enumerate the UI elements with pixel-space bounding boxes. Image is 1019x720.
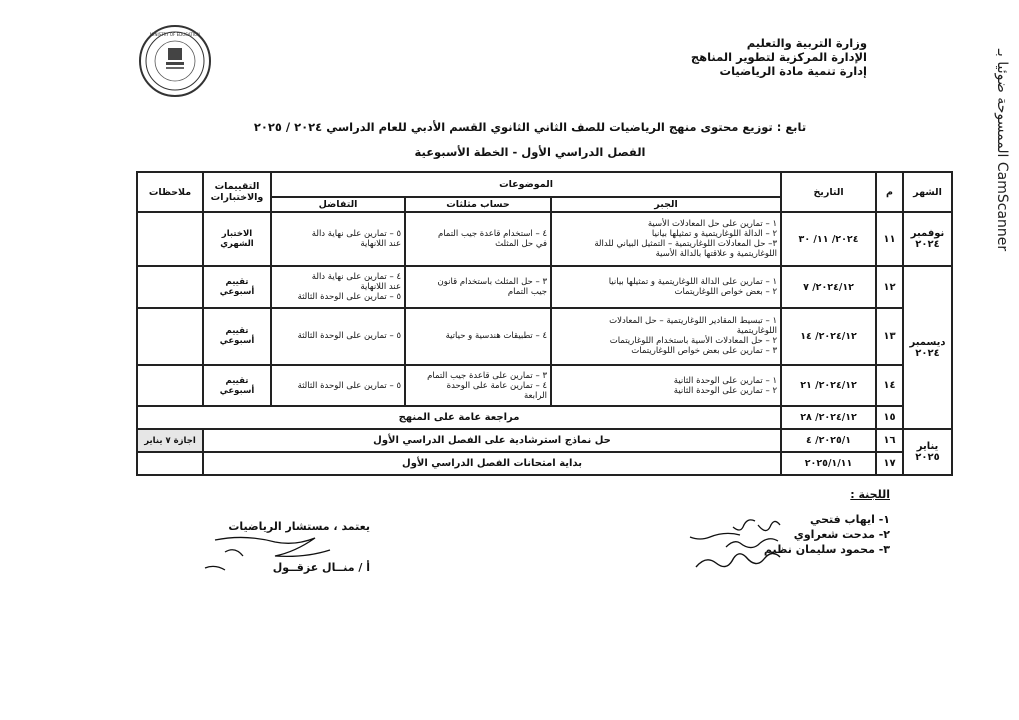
- approver-signature: [195, 530, 375, 575]
- assessment-cell: تقييم أسبوعي: [203, 266, 271, 308]
- topic-line: في حل المثلث: [495, 239, 548, 250]
- holiday-note: اجازة ٧ يناير: [137, 429, 203, 452]
- notes-cell: [137, 308, 203, 365]
- month-december: ديسمبر ٢٠٢٤: [903, 266, 952, 429]
- header-algebra: الجبر: [551, 197, 781, 213]
- calculus-cell: [271, 266, 405, 308]
- algebra-cell: [551, 308, 781, 365]
- topic-line: ١ – تبسيط المقادير اللوغاريتمية – حل المعادلات: [609, 316, 778, 327]
- week-number: ١٧: [876, 452, 903, 475]
- week-number: ١٤: [876, 365, 903, 407]
- week-number: ١٢: [876, 266, 903, 308]
- topic-line: جيب التمام: [507, 287, 548, 298]
- model-exams-text: حل نماذج استرشادية على الفصل الدراسي الأول: [203, 429, 781, 452]
- notes-cell: [137, 452, 203, 475]
- topic-line: ١ – تمارين على حل المعادلات الأسية: [647, 219, 778, 230]
- calculus-cell: [271, 308, 405, 365]
- week-number: ١١: [876, 212, 903, 266]
- calculus-cell: [271, 365, 405, 407]
- week-date: ٢٠٢٤/١٢/ ٢٨: [781, 406, 876, 429]
- topic-line: ٤ – تمارين على نهاية دالة: [311, 272, 402, 283]
- month-january: يناير ٢٠٢٥: [903, 429, 952, 475]
- committee-signatures: [680, 505, 790, 575]
- committee-member: ٣- محمود سليمان نظيم: [763, 543, 890, 556]
- trig-cell: [405, 266, 551, 308]
- weekly-plan-table: [136, 171, 953, 476]
- topic-line: ٢ – الدالة اللوغاريتمية و تمثيلها بيانيا: [651, 229, 778, 240]
- header-assessments: التقييمات والاختبارات: [203, 172, 271, 212]
- assessment-cell: تقييم أسبوعي: [203, 308, 271, 365]
- assessment-cell: تقييم أسبوعي: [203, 365, 271, 407]
- calculus-cell: [271, 212, 405, 266]
- trig-cell: [405, 308, 551, 365]
- ministry-header: [507, 36, 867, 78]
- notes-cell: [137, 365, 203, 407]
- review-text: مراجعة عامة على المنهج: [137, 406, 781, 429]
- exams-start-text: بداية امتحانات الفصل الدراسي الأول: [203, 452, 781, 475]
- camscanner-watermark: [974, 35, 1014, 265]
- header-month: الشهر: [903, 172, 952, 212]
- header-topics: الموضوعات: [271, 172, 781, 197]
- topic-line: ٤ – تطبيقات هندسية و حياتية: [445, 331, 548, 342]
- approver-name: أ / منــال عزقــول: [272, 561, 370, 574]
- topic-line: ٤ – تمارين عامة على الوحدة: [446, 380, 548, 391]
- header-week: م: [876, 172, 903, 212]
- topic-line: ٢ – بعض خواص اللوغاريتمات: [674, 287, 778, 298]
- committee-member: ٢- مدحت شعراوي: [793, 528, 890, 541]
- document-title: تابع : توزيع محتوى منهج الرياضيات للصف الثاني الثانوي القسم الأدبي للعام الدراسي ٢٠٢٤ / ٢٠٢٥: [253, 120, 807, 134]
- week-date: ٢٠٢٤/ ١١/ ٣٠: [781, 212, 876, 266]
- topic-line: ٢ – حل المعادلات الأسية باستخدام اللوغاريتمات: [609, 336, 778, 347]
- department-name: الإدارة المركزية لتطوير المناهج: [690, 50, 867, 64]
- topic-line: الرابعة: [523, 390, 548, 401]
- topic-line: ٥ – تمارين على الوحدة الثالثة: [297, 380, 402, 391]
- table-row: [137, 266, 952, 308]
- ministry-seal-logo: [138, 24, 212, 98]
- topic-line: ٥ – تمارين على نهاية دالة: [311, 229, 402, 240]
- header-date: التاريخ: [781, 172, 876, 212]
- header-trig: حساب مثلثات: [405, 197, 551, 213]
- week-date: ٢٠٢٤/١٢/ ٢١: [781, 365, 876, 407]
- week-date: ٢٠٢٥/١/١١: [781, 452, 876, 475]
- notes-cell: [137, 266, 203, 308]
- svg-text:MINISTRY OF EDUCATION: MINISTRY OF EDUCATION: [149, 32, 201, 37]
- topic-line: ٥ – تمارين على الوحدة الثالثة: [297, 292, 402, 303]
- week-date: ٢٠٢٤/١٢/ ٧: [781, 266, 876, 308]
- algebra-cell: [551, 266, 781, 308]
- table-row: [137, 429, 952, 452]
- assessment-cell: الاختبار الشهري: [203, 212, 271, 266]
- watermark-text: الممسوحة ضوئيا بـ CamScanner: [994, 48, 1010, 252]
- week-date: ٢٠٢٤/١٢/ ١٤: [781, 308, 876, 365]
- week-number: ١٦: [876, 429, 903, 452]
- week-number: ١٣: [876, 308, 903, 365]
- algebra-cell: [551, 365, 781, 407]
- table-row: [137, 212, 952, 266]
- topic-line: عند اللانهاية: [360, 282, 402, 293]
- document-subtitle: الفصل الدراسي الأول - الخطة الأسبوعية: [414, 145, 646, 159]
- algebra-cell: [551, 212, 781, 266]
- topic-line: ٣ – تمارين على بعض خواص اللوغاريتمات: [631, 346, 778, 357]
- topic-line: ٣ – تمارين على قاعدة جيب التمام: [427, 370, 548, 381]
- ministry-name: وزارة التربية والتعليم: [746, 36, 867, 50]
- month-november: نوفمبر ٢٠٢٤: [903, 212, 952, 266]
- header-notes: ملاحظات: [137, 172, 203, 212]
- topic-line: ٣ – حل المثلث باستخدام قانون: [437, 277, 548, 288]
- table-row: [137, 308, 952, 365]
- topic-line: ٣– حل المعادلات اللوغاريتمية – التمثيل البياني للدالة: [594, 239, 778, 250]
- approval-title: يعتمد ، مستشار الرياضيات: [228, 520, 370, 533]
- topic-line: عند اللانهاية: [360, 239, 402, 250]
- topic-line: ١ – تمارين على الوحدة الثانية: [673, 375, 778, 386]
- topic-line: اللوغاريتمية: [736, 326, 778, 337]
- topic-line: ٥ – تمارين على الوحدة الثالثة: [297, 331, 402, 342]
- committee-member: ١- ايهاب فتحي: [809, 513, 890, 526]
- week-number: ١٥: [876, 406, 903, 429]
- topic-line: ٢ – تمارين على الوحدة الثانية: [673, 385, 778, 396]
- header-calculus: التفاضل: [271, 197, 405, 213]
- table-row: [137, 365, 952, 407]
- trig-cell: [405, 212, 551, 266]
- unit-name: إدارة تنمية مادة الرياضيات: [719, 64, 867, 78]
- trig-cell: [405, 365, 551, 407]
- table-row: [137, 406, 952, 429]
- table-row: [137, 452, 952, 475]
- topic-line: ١ – تمارين على الدالة اللوغاريتمية و تمثيلها بيانيا: [608, 277, 778, 288]
- topic-line: ٤ – استخدام قاعدة جيب التمام: [437, 229, 548, 240]
- week-date: ٢٠٢٥/١/ ٤: [781, 429, 876, 452]
- committee-label: اللجنة :: [850, 488, 890, 501]
- notes-cell: [137, 212, 203, 266]
- topic-line: اللوغاريتمية و علاقتها بالدالة الأسية: [655, 249, 778, 260]
